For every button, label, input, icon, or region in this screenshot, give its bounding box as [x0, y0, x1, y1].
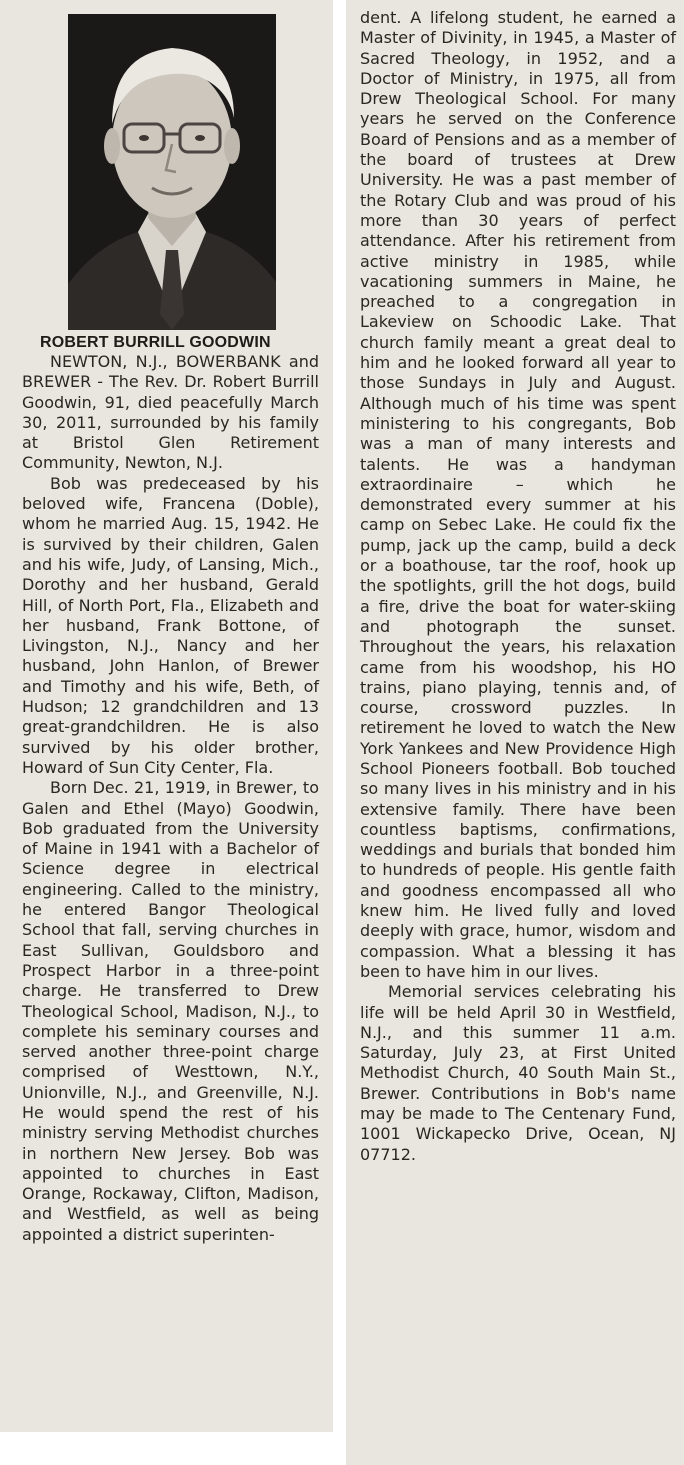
obituary-paragraph: Born Dec. 21, 1919, in Brewer, to Galen and Ethel (Mayo) Goodwin, Bob graduated from the University of Maine in 1941 with a Bachelor of Science degree in electrical engineering. Called to the ministry, he entered Bangor Theological School that fall, serving churches in East Sullivan, Gouldsboro and Prospect Harbor in a three-point charge. He transferred to Drew Theological School, Madison, N.J., to complete his seminary courses and served another three-point charge comprised of Westtown, N.Y., Unionville, N.J., and Greenville, N.J. He would spend the rest of his ministry serving Methodist churches in northern New Jersey. Bob was appointed to churches in East Orange, Rockaway, Clifton, Madison, and Westfield, as well as being appointed a district superinten-: [22, 778, 319, 1244]
obituary-headline: ROBERT BURRILL GOODWIN: [40, 334, 271, 351]
right-column: [346, 0, 684, 1465]
obituary-paragraph: Memorial services celebrating his life will be held April 30 in Westfield, N.J., and this summer 11 a.m. Saturday, July 23, at First United Methodist Church, 40 South Main St., Brewer. Contributions in Bob's name may be made to The Centenary Fund, 1001 Wickapecko Drive, Ocean, NJ 07712.: [360, 982, 676, 1164]
obituary-paragraph: NEWTON, N.J., BOWERBANK and BREWER - The Rev. Dr. Robert Burrill Goodwin, 91, died peacefully March 30, 2011, surrounded by his family at Bristol Glen Retirement Community, Newton, N.J.: [22, 352, 319, 473]
obituary-paragraph: Bob was predeceased by his beloved wife, Francena (Doble), whom he married Aug. 15, 1942. He is survived by their children, Galen and his wife, Judy, of Lansing, Mich., Dorothy and her husband, Gerald Hill, of North Port, Fla., Elizabeth and her husband, Frank Bottone, of Livingston, N.J., Nancy and her husband, John Hanlon, of Brewer and Timothy and his wife, Beth, of Hudson; 12 grandchildren and 13 great-grandchildren. He is also survived by his older brother, Howard of Sun City Center, Fla.: [22, 473, 319, 777]
portrait-photo: [68, 14, 276, 330]
left-column: [0, 0, 333, 1432]
portrait-photo-icon: [68, 14, 276, 330]
obituary-paragraph: dent. A lifelong student, he earned a Master of Divinity, in 1945, a Master of Sacred Theology, in 1952, and a Doctor of Ministry, in 1975, all from Drew Theological School. For many years he served on the Conference Board of Pensions and as a member of the board of trustees at Drew University. He was a past member of the Rotary Club and was proud of his more than 30 years of perfect attendance. After his retirement from active ministry in 1985, while vacationing summers in Maine, he preached to a congregation in Lakeview on Schoodic Lake. That church family meant a great deal to him and he looked forward all year to those Sundays in July and August. Although much of his time was spent ministering to his congregants, Bob was a man of many interests and talents. He was a handyman extraordinaire – which he demonstrated every summer at his camp on Sebec Lake. He could fix the pump, jack up the camp, build a deck or a boathouse, tar the roof, hook up the spotlights, grill the hot dogs, build a fire, drive the boat for water-skiing and photograph the sunset. Throughout the years, his relaxation came from his woodshop, his HO trains, piano playing, tennis and, of course, crossword puzzles. In retirement he loved to watch the New York Yankees and New Providence High School Pioneers football. Bob touched so many lives in his ministry and in his extensive family. There have been countless baptisms, confirmations, weddings and burials that bonded him to hundreds of people. His gentle faith and goodness encompassed all who knew him. He lived fully and loved deeply with grace, humor, wisdom and compassion. What a blessing it has been to have him in our lives.: [360, 8, 676, 981]
